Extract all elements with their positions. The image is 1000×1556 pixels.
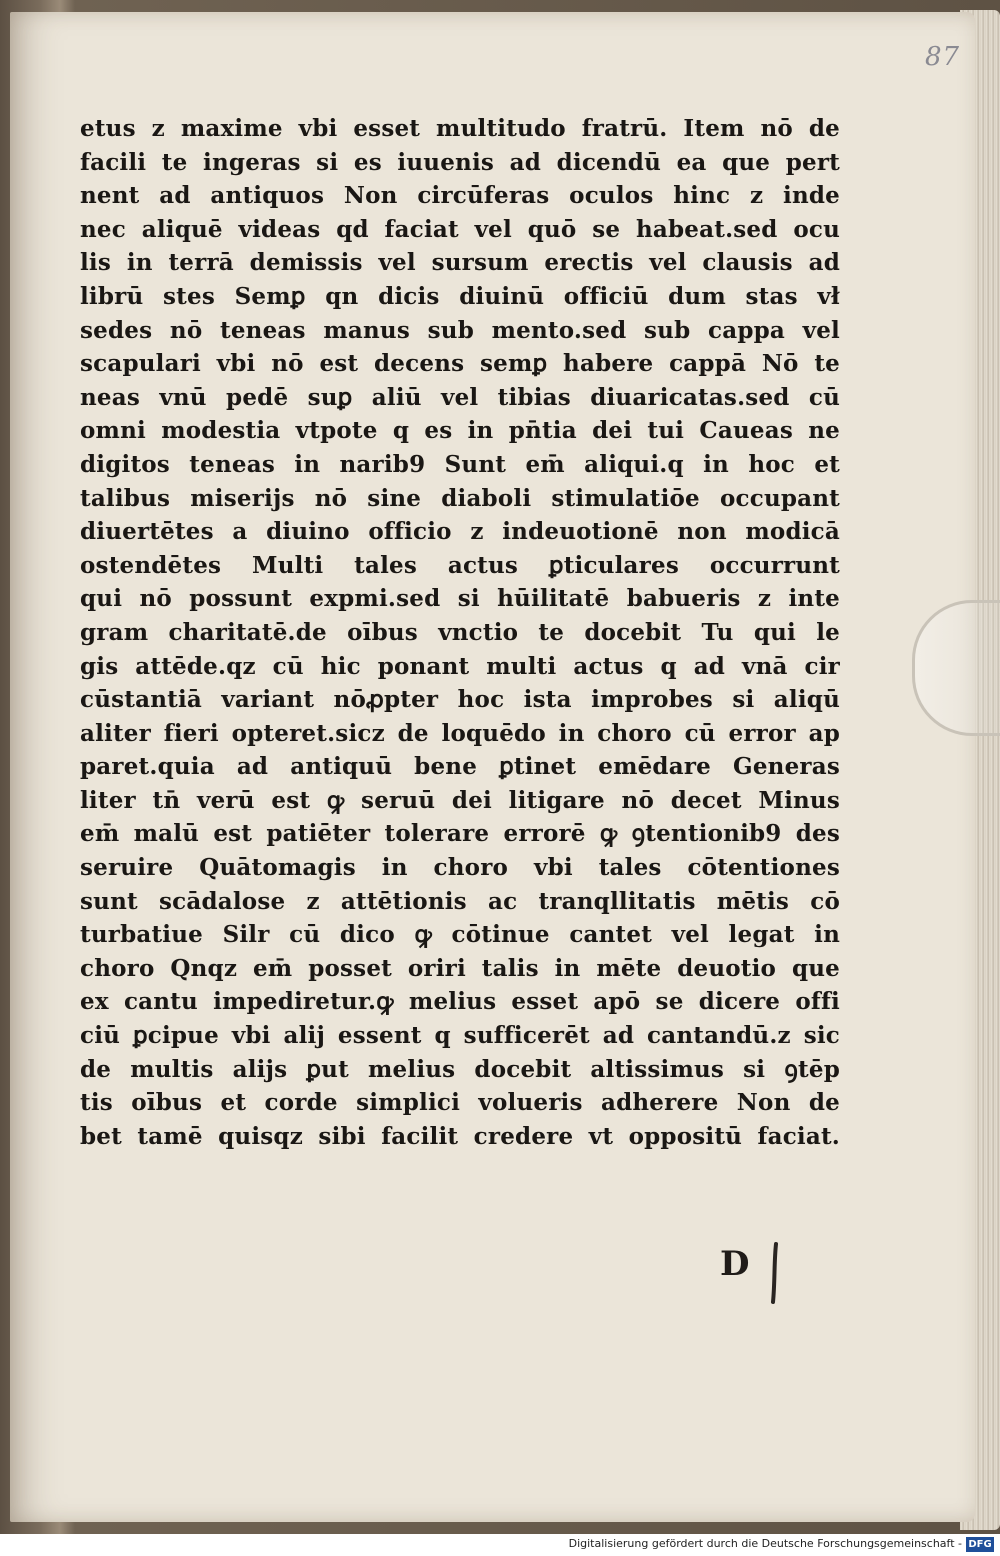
dfg-logo: DFG bbox=[966, 1537, 994, 1552]
text-line: de multis alijs ꝑut melius docebit altissimus si ꝯtēp bbox=[80, 1055, 840, 1083]
text-line: talibus miserijs nō sine diaboli stimulatiōe occupant bbox=[80, 484, 840, 512]
text-line: gram charitatē.de oībus vnctio te docebit Tu qui le bbox=[80, 618, 840, 646]
text-line: paret.quia ad antiquū bene ꝑtinet emēdare Generas bbox=[80, 753, 840, 781]
text-line: tis oībus et corde simplici volueris adherere Non de bbox=[80, 1089, 840, 1117]
text-line: liter tn̄ verū est ꝙ seruū dei litigare nō decet Minus bbox=[80, 786, 840, 814]
text-line: nent ad antiquos Non circūferas oculos hinc z inde bbox=[80, 182, 840, 210]
text-line: sunt scādalose z attētionis ac tranqllitatis mētis cō bbox=[80, 887, 840, 915]
text-line: sedes nō teneas manus sub mento.sed sub cappa vel bbox=[80, 316, 840, 344]
text-line: digitos teneas in narib9 Sunt em̄ aliqui.q in hoc et bbox=[80, 450, 840, 478]
text-line: nec aliquē videas qd faciat vel quō se habeat.sed ocu bbox=[80, 215, 840, 243]
text-line: em̄ malū est patiēter tolerare errorē ꝙ ꝯtentionib9 des bbox=[80, 820, 840, 848]
text-line: gis attēde.qz cū hic ponant multi actus q ad vnā cir bbox=[80, 652, 840, 680]
text-line: diuertētes a diuino officio z indeuotionē non modicā bbox=[80, 518, 840, 546]
text-block bbox=[80, 112, 840, 1153]
text-line: librū stes Semꝑ qn dicis diuinū officiū dum stas vł bbox=[80, 282, 840, 310]
text-line: etus z maxime vbi esset multitudo fratrū. Item nō de bbox=[80, 115, 840, 142]
text-line: omni modestia vtpote q es in pn̄tia dei tui Caueas ne bbox=[80, 417, 840, 445]
text-line: turbatiue Silr cū dico ꝙ cōtinue cantet vel legat in bbox=[80, 921, 840, 949]
text-line: cūstantiā variant nōꝓpter hoc ista improbes si aliqū bbox=[80, 686, 840, 714]
text-line: scapulari vbi nō est decens semꝑ habere cappā Nō te bbox=[80, 350, 840, 378]
text-line: bet tamē quisqz sibi facilit credere vt oppositū faciat. bbox=[80, 1122, 840, 1150]
footer-bar bbox=[0, 1534, 1000, 1556]
text-line: ex cantu impediretur.ꝙ melius esset apō se dicere offi bbox=[80, 988, 840, 1016]
handwritten-stroke bbox=[770, 1242, 780, 1304]
text-line: seruire Quātomagis in choro vbi tales cōtentiones bbox=[80, 854, 840, 882]
catchword: D bbox=[720, 1244, 750, 1284]
text-line: facili te ingeras si es iuuenis ad dicendū ea que pert bbox=[80, 148, 840, 176]
text-line: ostendētes Multi tales actus ꝑticulares occurrunt bbox=[80, 551, 840, 579]
text-line: ciū ꝑcipue vbi alij essent q sufficerēt ad cantandū.z sic bbox=[80, 1022, 840, 1050]
text-line: lis in terrā demissis vel sursum erectis vel clausis ad bbox=[80, 249, 840, 277]
text-line: choro Qnqz em̄ posset oriri talis in mēte deuotio que bbox=[80, 954, 840, 982]
text-line: aliter fieri opteret.sicz de loquēdo in choro cū error ap bbox=[80, 719, 840, 747]
text-line: neas vnū pedē suꝑ aliū vel tibias diuaricatas.sed cū bbox=[80, 383, 840, 411]
book-page bbox=[10, 12, 975, 1522]
folio-number: 87 bbox=[925, 42, 961, 72]
text-line: qui nō possunt expmi.sed si hūilitatē babueris z inte bbox=[80, 585, 840, 613]
funding-credit: Digitalisierung gefördert durch die Deutsche Forschungsgemeinschaft - bbox=[568, 1537, 962, 1550]
